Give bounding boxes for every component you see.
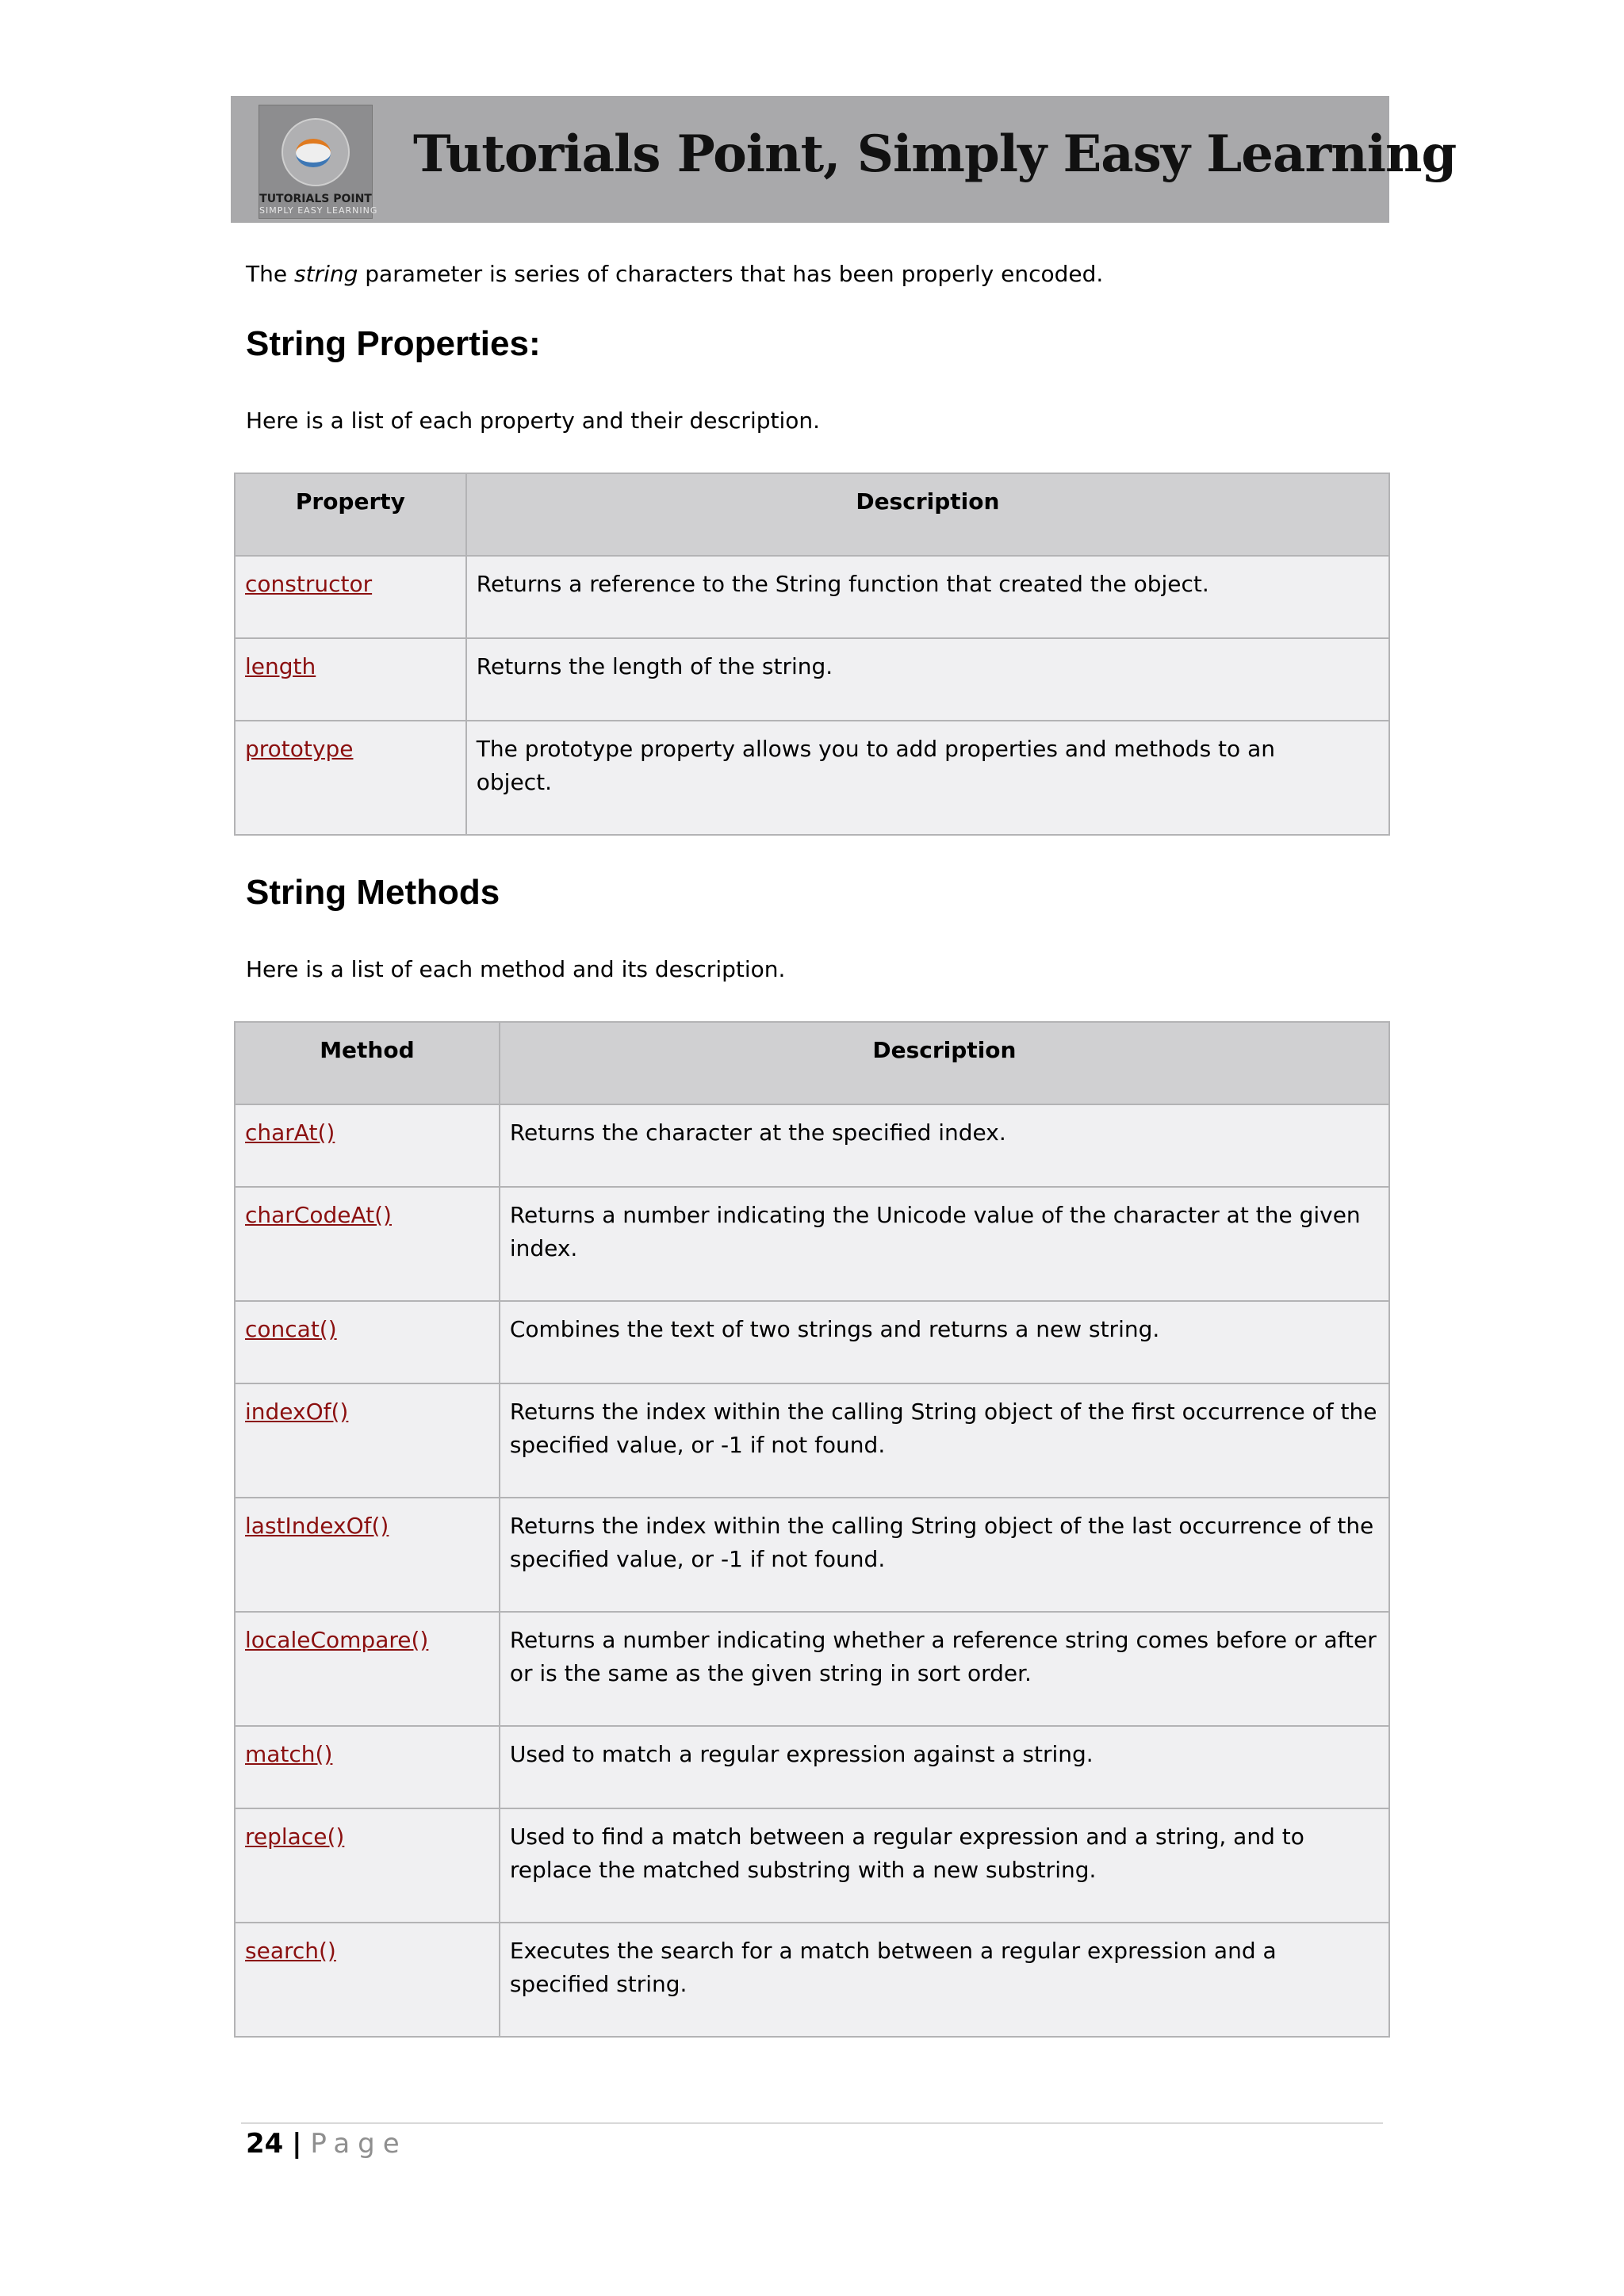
property-description: Returns a reference to the String function that created the object. (466, 556, 1389, 638)
intro-emphasis: string (293, 261, 358, 287)
page-number: 24 (246, 2128, 284, 2160)
method-description: Combines the text of two strings and returns a new string. (500, 1301, 1389, 1383)
column-header-method: Method (235, 1022, 500, 1104)
method-link-concat[interactable]: concat() (235, 1301, 500, 1383)
column-header-property: Property (235, 473, 466, 556)
page-footer (246, 2128, 408, 2160)
method-link-lastindexof[interactable]: lastIndexOf() (235, 1498, 500, 1612)
table-row (235, 1923, 1389, 2037)
method-description: Returns the character at the specified index. (500, 1104, 1389, 1187)
table-header-row (235, 1022, 1389, 1104)
table-row (235, 556, 1389, 638)
method-description: Returns the index within the calling String object of the first occurrence of the specified value, or -1 if not found. (500, 1383, 1389, 1498)
table-row (235, 1187, 1389, 1301)
method-description: Returns a number indicating the Unicode value of the character at the given index. (500, 1187, 1389, 1301)
logo-subtext: SIMPLY EASY LEARNING (259, 205, 378, 216)
header-title: Tutorials Point, Simply Easy Learning (413, 124, 1457, 184)
table-row (235, 1104, 1389, 1187)
table-row (235, 1498, 1389, 1612)
tutorials-point-logo (259, 105, 378, 219)
table-row (235, 1726, 1389, 1808)
method-description: Used to match a regular expression against a string. (500, 1726, 1389, 1808)
page-header (231, 96, 1457, 223)
property-link-prototype[interactable]: prototype (235, 721, 466, 835)
property-description: Returns the length of the string. (466, 638, 1389, 721)
logo-globe-icon (296, 139, 331, 167)
footer-divider (241, 2122, 1383, 2124)
column-header-description: Description (500, 1022, 1389, 1104)
method-link-charcodeat[interactable]: charCodeAt() (235, 1187, 500, 1301)
intro-paragraph (246, 258, 1103, 291)
methods-heading: String Methods (246, 873, 500, 912)
intro-prefix: The (246, 261, 294, 287)
column-header-description: Description (466, 473, 1389, 556)
properties-table (234, 473, 1390, 836)
footer-separator: | (292, 2128, 302, 2160)
table-row (235, 638, 1389, 721)
method-link-match[interactable]: match() (235, 1726, 500, 1808)
method-description: Executes the search for a match between a regular expression and a specified string. (500, 1923, 1389, 2037)
properties-description: Here is a list of each property and their description. (246, 408, 821, 434)
method-description: Returns a number indicating whether a reference string comes before or after or is the same as the given string in sort order. (500, 1612, 1389, 1726)
intro-suffix: parameter is series of characters that has been properly encoded. (358, 261, 1104, 287)
table-row (235, 721, 1389, 835)
table-row (235, 1612, 1389, 1726)
property-link-constructor[interactable]: constructor (235, 556, 466, 638)
properties-heading: String Properties: (246, 324, 541, 363)
method-link-charat[interactable]: charAt() (235, 1104, 500, 1187)
method-link-replace[interactable]: replace() (235, 1808, 500, 1923)
property-description: The prototype property allows you to add properties and methods to an object. (466, 721, 1389, 835)
method-link-indexof[interactable]: indexOf() (235, 1383, 500, 1498)
table-row (235, 1383, 1389, 1498)
logo-text: TUTORIALS POINT (259, 193, 372, 205)
method-description: Returns the index within the calling String object of the last occurrence of the specified value, or -1 if not found. (500, 1498, 1389, 1612)
method-description: Used to find a match between a regular expression and a string, and to replace the matched substring with a new substring. (500, 1808, 1389, 1923)
property-link-length[interactable]: length (235, 638, 466, 721)
page-label: Page (310, 2128, 408, 2160)
table-row (235, 1808, 1389, 1923)
methods-table (234, 1021, 1390, 2038)
table-row (235, 1301, 1389, 1383)
methods-description: Here is a list of each method and its description. (246, 956, 786, 982)
table-header-row (235, 473, 1389, 556)
method-link-search[interactable]: search() (235, 1923, 500, 2037)
method-link-localecompare[interactable]: localeCompare() (235, 1612, 500, 1726)
